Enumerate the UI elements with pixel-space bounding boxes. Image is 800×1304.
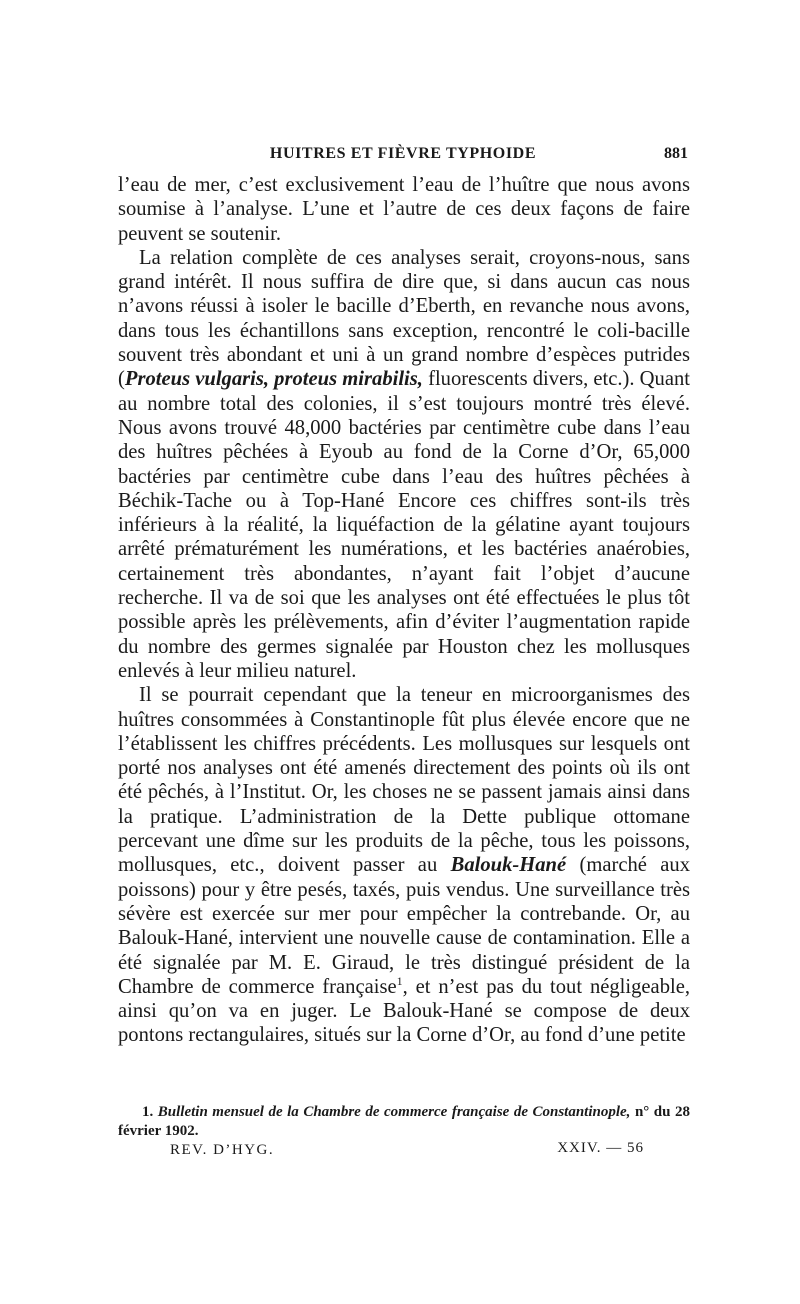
paragraph-2-text-a: La relation complète de ces analyses serait, croyons-nous, sans grand intérêt. Il nous suffira de dire que, si dans aucun cas nous n’avons réussi à isoler le bacille d’Eberth, en revanche nous avons, dans tous les échantillons sans exception, rencontré le coli-bacille souvent très abondant et uni à un grand nombre d’espèces putrides ( xyxy=(118,246,690,391)
body-text xyxy=(118,173,690,1048)
paragraph-3 xyxy=(118,683,690,1047)
footnote-rest: n° du 28 février 1902. xyxy=(118,1104,690,1139)
page-header xyxy=(118,145,688,169)
paragraph-3-text-a: Il se pourrait cependant que la teneur en microorganismes des huîtres consommées à Constantinople fût plus élevée encore que ne l’établissent les chiffres précédents. Les mollusques sur lesquels ont porté nos analyses ont été amenés directement des points où ils ont été pêchés, à l’Institut. Or, les choses ne se passent jamais ainsi dans la pratique. L’administration de la Dette publique ottomane percevant une dîme sur les produits de la pêche, tous les poissons, mollusques, etc., doivent passer au xyxy=(118,684,690,877)
volume-signature: XXIV. — 56 xyxy=(557,1140,644,1156)
journal-abbreviation: REV. D’HYG. xyxy=(170,1142,275,1158)
footnote-title: Bulletin mensuel de la Chambre de commerce française de Constantinople, xyxy=(157,1104,631,1120)
paragraph-3-text-c: , et n’est pas du tout négligeable, ainsi qu’on va en juger. Le Balouk-Hané se compose de deux pontons rectangulaires, situés sur la Corne d’Or, au fond d’une petite xyxy=(118,975,691,1047)
running-title: HUITRES ET FIÈVRE TYPHOIDE xyxy=(269,145,537,162)
balouk-hane-term: Balouk-Hané xyxy=(450,854,567,877)
footnote-reference: 1 xyxy=(396,973,403,988)
footnote-number: 1. xyxy=(142,1104,154,1120)
paragraph-2 xyxy=(118,246,690,683)
paragraph-2-text-b: fluorescents divers, etc.). Quant au nombre total des colonies, il s’est toujours montré très élevé. Nous avons trouvé 48,000 bactéries par centimètre cube dans l’eau des huîtres pêchées à Eyoub au fond de la Corne d’Or, 65,000 bactéries par centimètre cube dans l’eau des huîtres pêchées à Béchik-Tache ou à Top-Hané Encore ces chiffres sont-ils très inférieurs à la réalité, la liquéfaction de la gélatine ayant toujours arrêté prématurément les numérations, et les bactéries anaérobies, certainement très abondantes, n’ayant fait l’objet d’aucune recherche. Il va de soi que les analyses ont été effectuées le plus tôt possible après les prélèvements, afin d’éviter l’augmentation rapide du nombre des germes signalée par Houston chez les mollusques enlevés à leur milieu naturel. xyxy=(118,368,691,682)
paragraph-1-text: l’eau de mer, c’est exclusivement l’eau de l’huître que nous avons soumise à l’analyse. L’une et l’autre de ces deux façons de faire peuvent se soutenir. xyxy=(118,174,690,245)
printer-signature-line xyxy=(118,1140,690,1164)
paragraph-3-text-b: (marché aux poissons) pour y être pesés, taxés, puis vendus. Une surveillance très sévère est exercée sur mer pour empêcher la contrebande. Or, au Balouk-Hané, intervient une nouvelle cause de contamination. Elle a été signalée par M. E. Giraud, le très distingué président de la Chambre de commerce française xyxy=(118,854,690,998)
page-number: 881 xyxy=(664,145,688,162)
paragraph-1 xyxy=(118,173,690,246)
footnote xyxy=(118,1103,690,1141)
species-names: Proteus vulgaris, proteus mirabilis, xyxy=(124,368,423,391)
